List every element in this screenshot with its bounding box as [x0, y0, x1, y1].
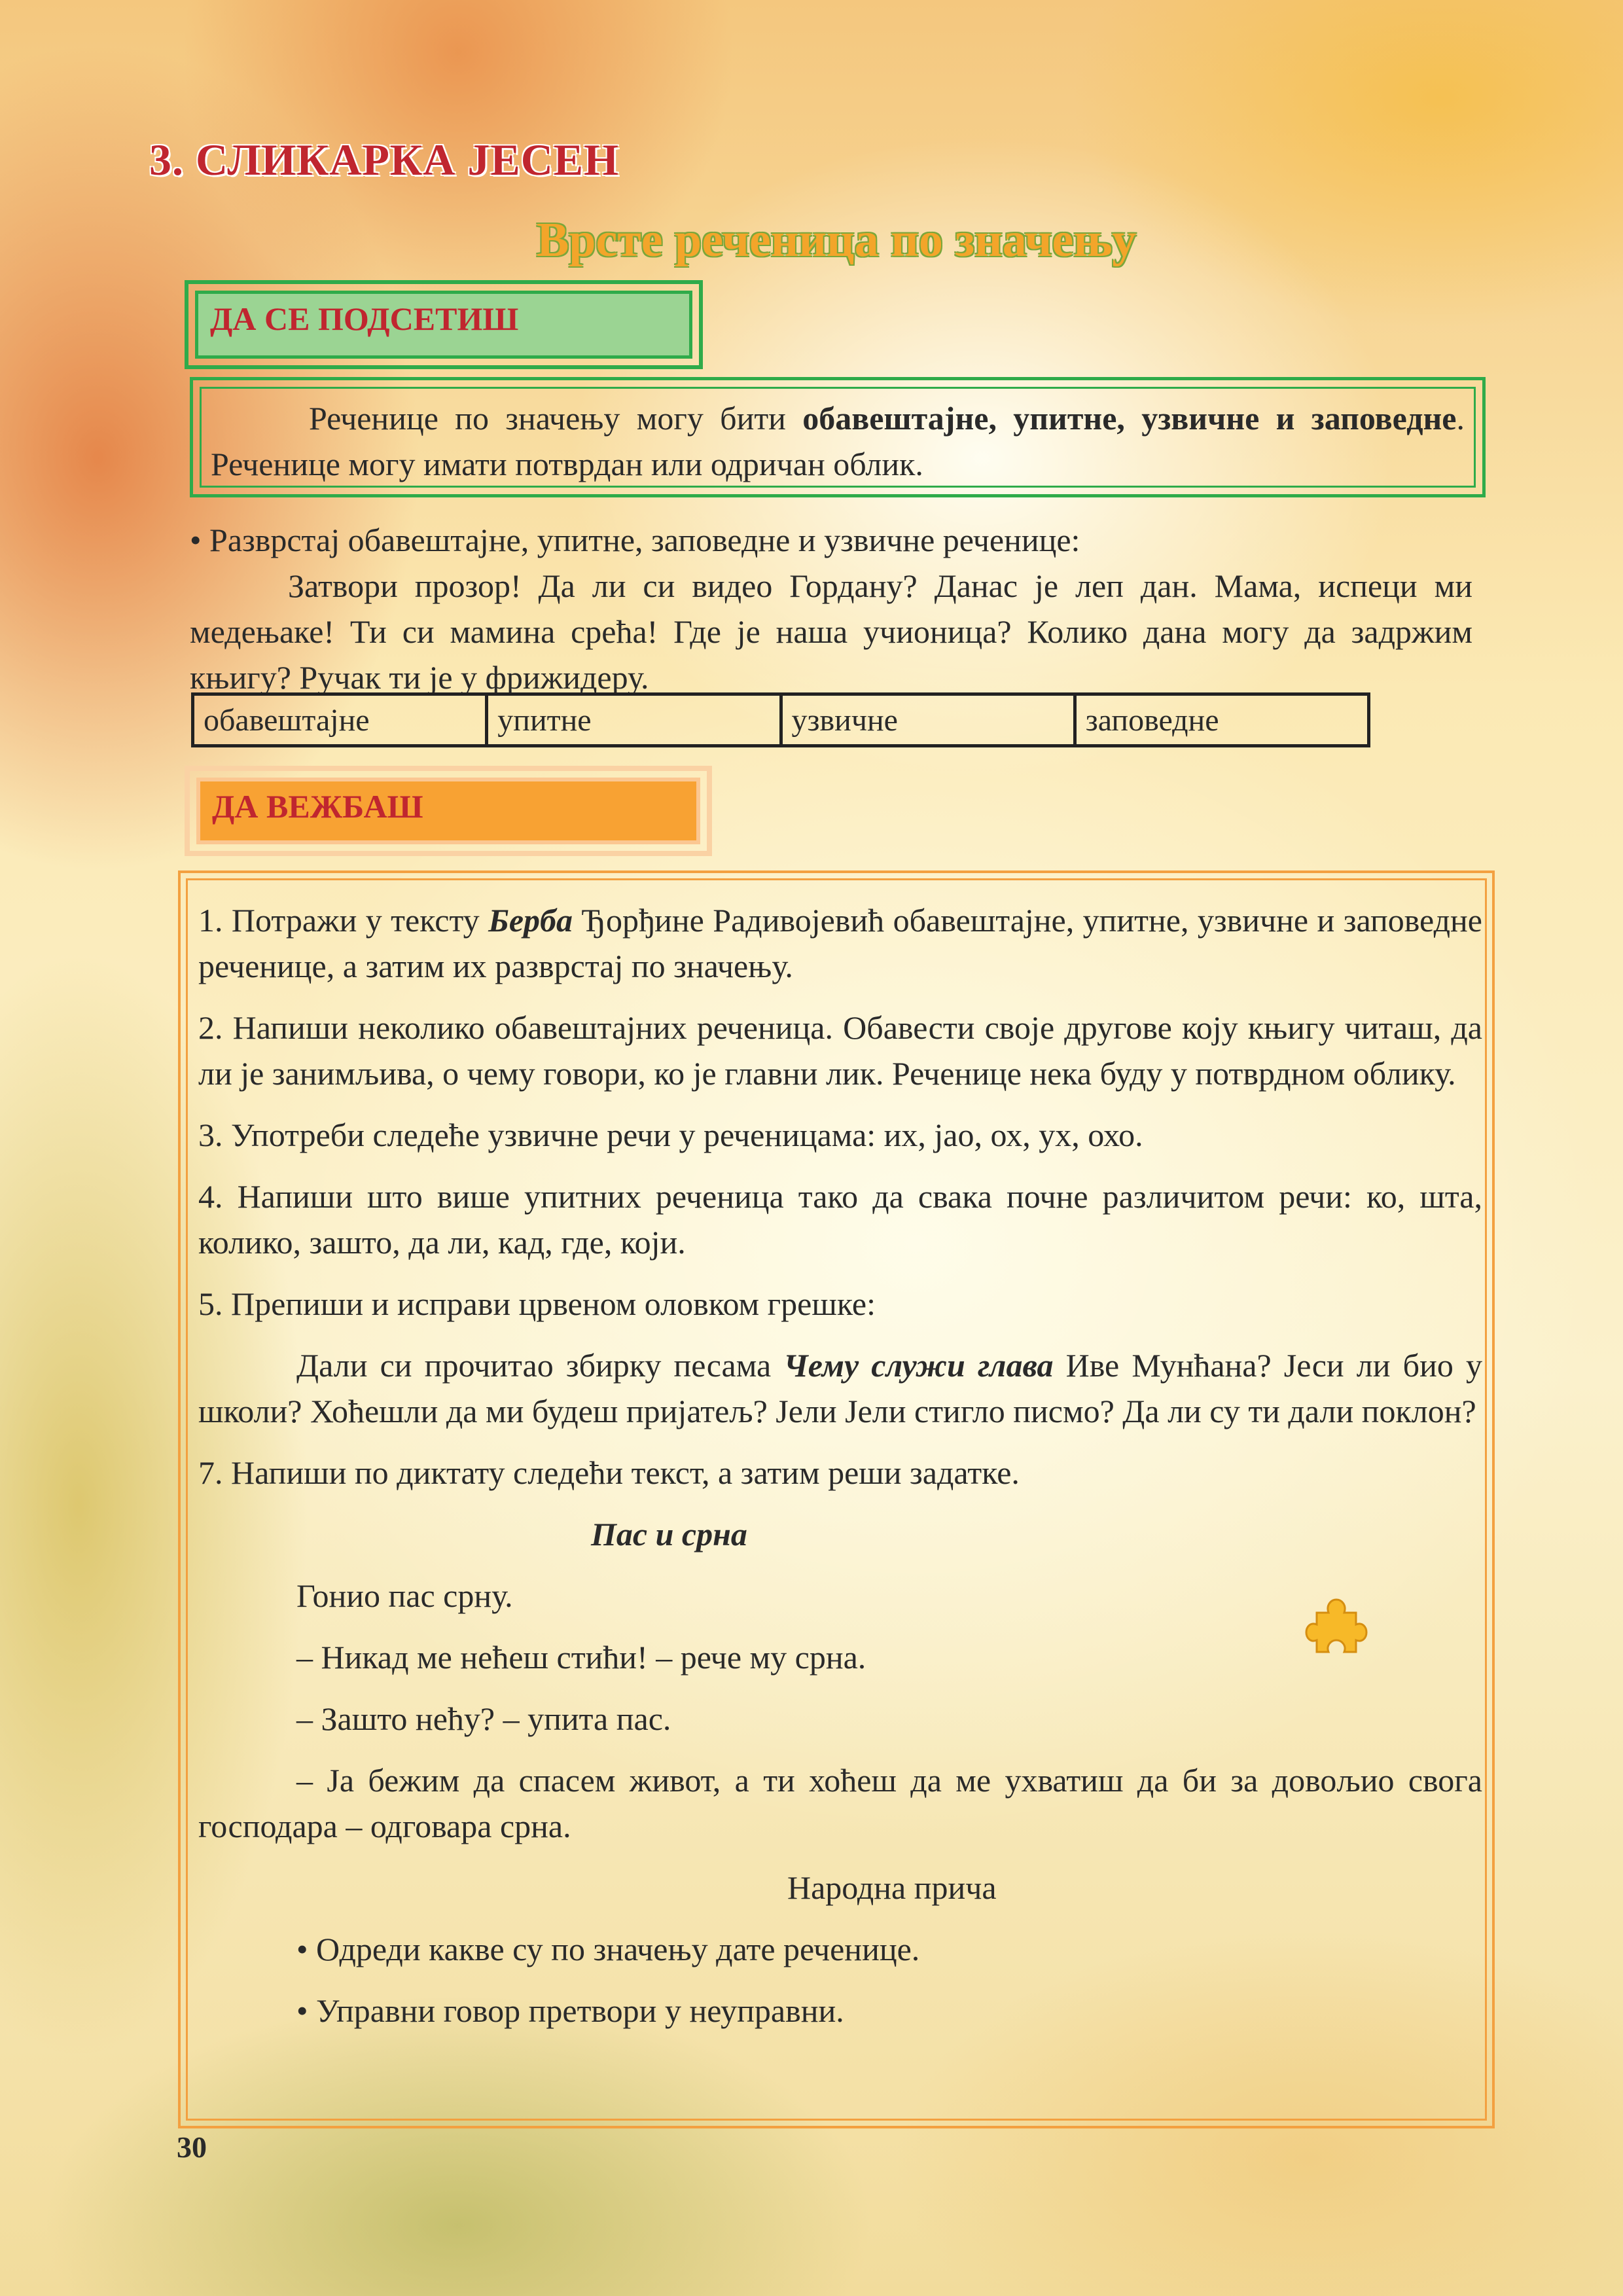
exercise-1-title: Берба: [488, 902, 573, 939]
sort-instruction: • Разврстај обавештајне, упитне, заповедне и узвичне реченице:: [190, 522, 1080, 558]
chapter-title: 3. СЛИКАРКА ЈЕСЕН: [149, 135, 620, 185]
exercise-1: [198, 897, 1482, 989]
exercise-3: 3. Употреби следеће узвичне речи у реченицама: их, јао, ох, ух, охо.: [198, 1117, 1143, 1153]
practice-tag: [185, 766, 712, 856]
puzzle-piece-icon: [1304, 1593, 1369, 1659]
exercise-5: 5. Препиши и исправи црвеном оловком грешке:: [198, 1285, 876, 1322]
story-title: Пас и срна: [591, 1516, 747, 1552]
story-task-2: • Управни говор претвори у неуправни.: [296, 1992, 844, 2029]
sort-task: [190, 517, 1472, 700]
story-line-4: – Ја бежим да спасем живот, а ти хоћеш да ме ухватиш да би за довољио свога господара – одговара срна.: [198, 1762, 1482, 1844]
story-source: Народна прича: [787, 1869, 997, 1906]
exercise-7: 7. Напиши по диктату следећи текст, а затим реши задатке.: [198, 1454, 1020, 1491]
exercise-5-text-a: Дали си прочитао збирку песама: [296, 1347, 784, 1384]
story-line-2: – Никад ме нећеш стићи! – рече му срна.: [296, 1639, 866, 1676]
remind-text-bold: обавештајне, упитне, узвичне и заповедне: [802, 400, 1457, 437]
story-task-1: • Одреди какве су по значењу дате реченице.: [296, 1931, 920, 1967]
sort-sentences: Затвори прозор! Да ли си видео Гордану? Данас је леп дан. Мама, испеци ми медењаке! Ти си мамина срећа! Где је наша учионица? Колико дана могу да задржим књигу? Ручак ти је у фрижидеру.: [190, 567, 1472, 696]
sort-table: [191, 692, 1370, 747]
remind-text-start: Реченице по значењу могу бити: [309, 400, 803, 437]
exercise-5-text-c: Иве Мунћана? Јеси ли био у школи? Хоћешли да ми будеш пријатељ? Јели Јели стигло писмо? Да ли су ти дали поклон?: [198, 1347, 1482, 1429]
remind-text-end: . Реченице могу имати потврдан или одричан облик.: [211, 400, 1465, 482]
sort-column-4: заповедне: [1075, 694, 1368, 746]
story-line-1: Гонио пас срну.: [296, 1577, 513, 1614]
sort-column-3: узвичне: [781, 694, 1075, 746]
sort-column-2: упитне: [487, 694, 781, 746]
exercise-1-c: Ђорђине Радивојевић обавештајне, упитне, узвичне и заповедне реченице, а затим их разврстај по значењу.: [198, 902, 1482, 984]
remind-tag: [185, 280, 703, 369]
exercise-4: 4. Напиши што више упитних реченица тако да свака почне различитом речи: ко, шта, колико, зашто, да ли, кад, где, који.: [198, 1178, 1482, 1261]
remind-tag-label: ДА СЕ ПОДСЕТИШ: [195, 291, 692, 359]
remind-text: [211, 395, 1465, 487]
lesson-title: Врсте реченица по значењу: [537, 213, 1137, 267]
exercise-5-book-title: Чему служи глава: [783, 1347, 1054, 1384]
sort-column-1: обавештајне: [193, 694, 487, 746]
exercise-5-text: [198, 1342, 1482, 1434]
remind-box: [190, 377, 1486, 497]
exercise-box: [178, 870, 1495, 2128]
exercise-1-a: 1. Потражи у тексту: [198, 902, 489, 939]
exercise-2: 2. Напиши неколико обавештајних реченица. Обавести своје другове коју књигу читаш, да ли је занимљива, о чему говори, ко је главни лик. Реченице нека буду у потврдном облику.: [198, 1009, 1482, 1092]
page-number: 30: [177, 2130, 207, 2164]
story-line-3: – Зашто нећу? – упита пас.: [296, 1700, 671, 1737]
practice-tag-label: ДА ВЕЖБАШ: [196, 778, 700, 844]
